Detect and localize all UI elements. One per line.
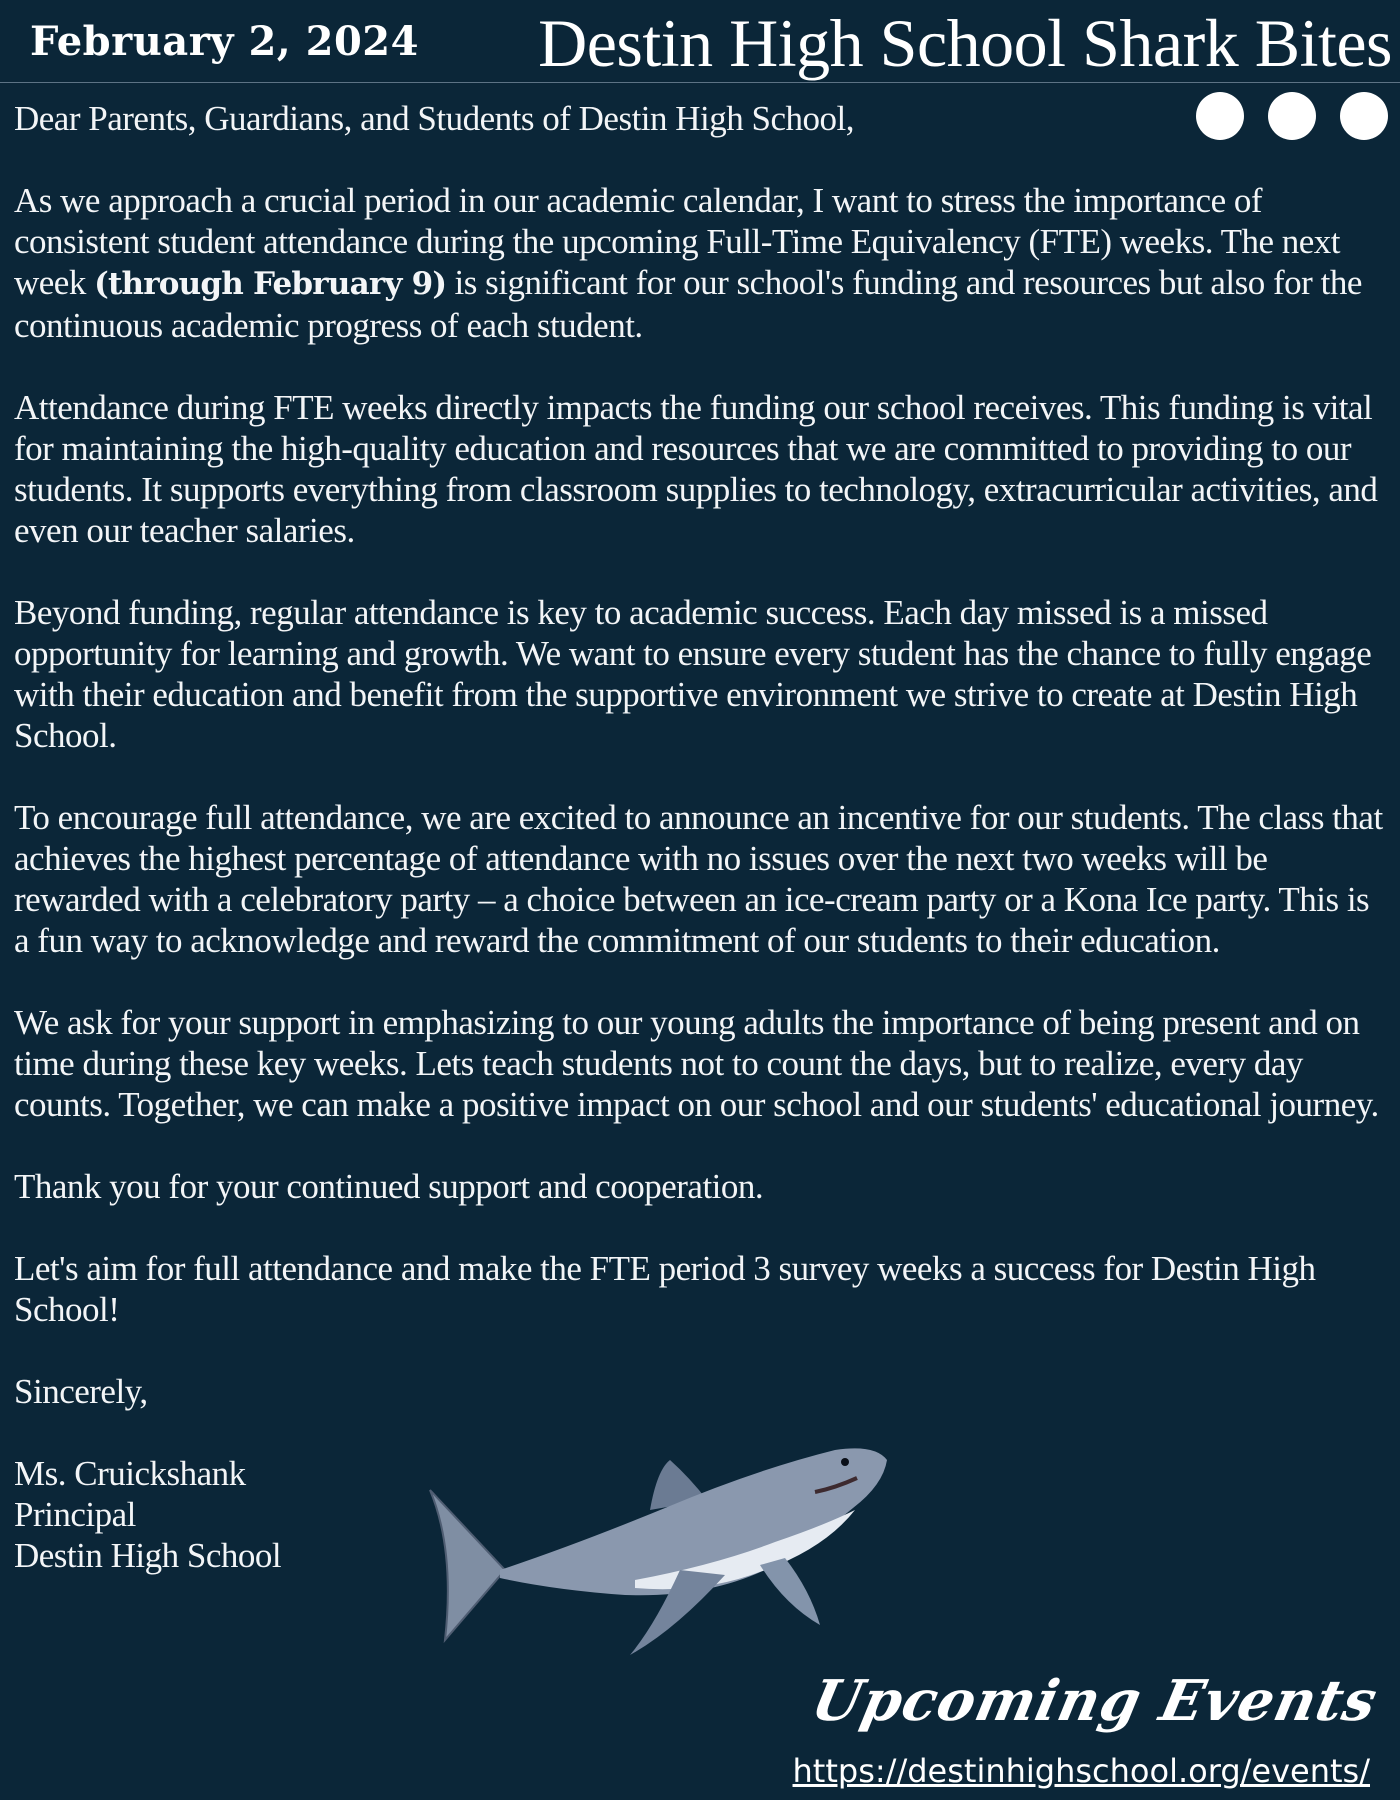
newsletter-date: February 2, 2024 [30, 18, 419, 65]
newsletter-title: Destin High School Shark Bites [538, 5, 1392, 81]
upcoming-events-title: Upcoming Events [805, 1668, 1384, 1734]
letter-paragraph-success: Beyond funding, regular attendance is key to academic success. Each day missed is a missed opportunity for learning and growth. We want to ensure every student has the chance to fully engage with their education and benefit from the supportive environment we strive to create at Destin High School. [14, 593, 1372, 755]
signer-school: Destin High School [14, 1536, 282, 1575]
letter-closing: Sincerely, [14, 1372, 148, 1411]
letter-greeting: Dear Parents, Guardians, and Students of Destin High School, [14, 99, 854, 138]
letter-paragraph-incentive: To encourage full attendance, we are excited to announce an incentive for our students. The class that achieves the highest percentage of attendance with no issues over the next two weeks will be rewarded with a celebratory party – a choice between an ice-cream party or a Kona Ice party. This is a fun way to acknowledge and reward the commitment of our students to their education. [14, 798, 1383, 960]
fte-date-emphasis: (through February 9) [94, 266, 447, 302]
letter-paragraph-support: We ask for your support in emphasizing to our young adults the importance of being present and on time during these key weeks. Lets teach students not to count the days, but to realize, every day counts. Together, we can make a positive impact on our school and our students' educational journey. [14, 1003, 1379, 1124]
letter-body [14, 98, 1390, 1576]
shark-illustration [425, 1430, 895, 1680]
signer-name: Ms. Cruickshank [14, 1454, 246, 1493]
letter-paragraph-aim: Let's aim for full attendance and make the FTE period 3 survey weeks a success for Destin High School! [14, 1249, 1316, 1329]
paragraph-text: As we approach a crucial period in our academic calendar, I want to stress the importance of consistent student attendance during the upcoming Full-Time Equivalency (FTE) weeks. The next week [14, 181, 1341, 302]
signer-title: Principal [14, 1495, 136, 1534]
letter-paragraph-fte [14, 180, 1390, 346]
events-link[interactable]: https://destinhighschool.org/events/ [792, 1752, 1370, 1790]
letter-paragraph-funding: Attendance during FTE weeks directly impacts the funding our school receives. This funding is vital for maintaining the high-quality education and resources that we are committed to providing to our students. It supports everything from classroom supplies to technology, extracurricular activities, and even our teacher salaries. [14, 388, 1378, 550]
paragraph-text: is significant for our school's funding and resources but also for the continuous academic progress of each student. [14, 263, 1362, 345]
newsletter-header [0, 0, 1400, 83]
letter-paragraph-thanks: Thank you for your continued support and cooperation. [14, 1167, 764, 1206]
